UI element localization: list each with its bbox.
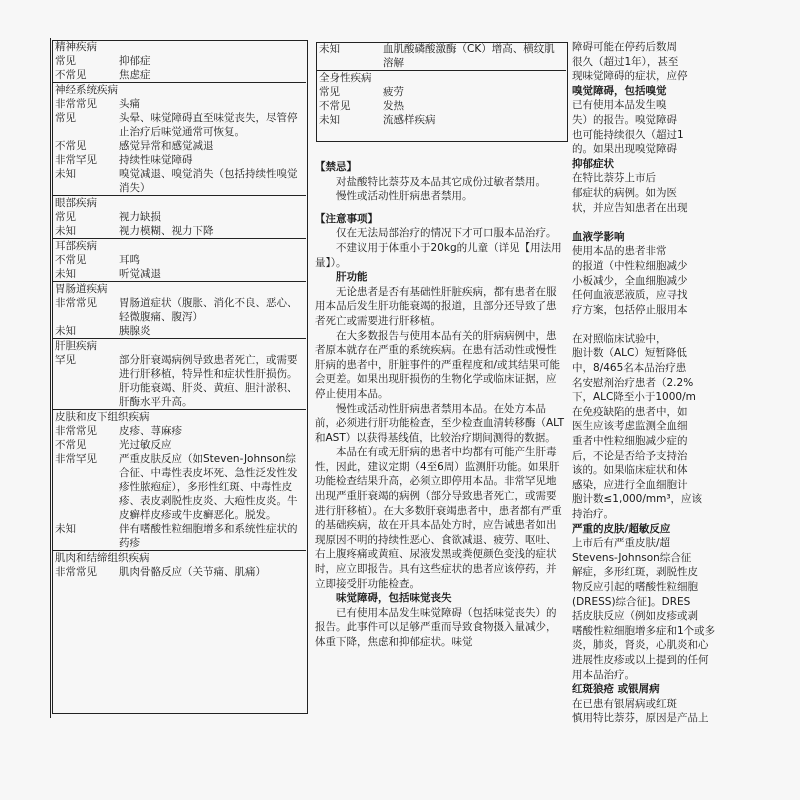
right-text-line: 抑郁症状 (572, 157, 614, 170)
liver-para-2: 在大多数报告与使用本品有关的肝病病例中，患者原本就存在严重的系统疾病。在患有活动性或慢性肝病的患者中，肝脏事件的严重程度和/或其结果可能会更差。如果出现肝损伤的生物化学或临床证据，应停止使用本品。 (315, 329, 561, 400)
right-text-line: 任何血液恶液质，应寻找 (572, 289, 688, 302)
right-text-line: 失）的报告。嗅觉障碍 (572, 113, 677, 126)
frequency-cell: 非常罕见 (55, 453, 97, 465)
right-text-line: 下，ALC降至小于1000/m (572, 391, 696, 404)
frequency-cell: 不常见 (55, 69, 87, 81)
frequency-cell: 常见 (55, 112, 76, 124)
section-title: 皮肤和皮下组织疾病 (52, 410, 306, 425)
right-text-line: 在特比萘芬上市后 (572, 172, 656, 185)
right-text-line: 在已患有银屑病或红斑 (572, 697, 677, 710)
frequency-cell: 非常常见 (55, 98, 97, 110)
right-text-line: 后，不论是否给予支持治 (572, 449, 688, 462)
frequency-cell: 不常见 (55, 140, 87, 152)
right-text-line: 的。如果出现嗅觉障碍 (572, 143, 677, 156)
frequency-cell: 常见 (319, 86, 340, 98)
reaction-cell: 焦虑症 (119, 69, 151, 81)
frequency-cell: 非常罕见 (55, 154, 97, 166)
taste-disorder-heading: 味觉障碍，包括味觉丧失 (336, 592, 452, 605)
right-text-line: 嗅觉障碍，包括嗅觉 (572, 84, 667, 97)
left-margin-line (50, 38, 51, 718)
reaction-cell: 耳鸣 (119, 254, 140, 266)
reaction-cell: 疲劳 (383, 86, 404, 98)
reaction-cell: 严重皮肤反应（如Steven-Johnson综合征、中毒性表皮坏死、急性泛发性发疹性脓疱症），多形性红斑、中毒性皮疹、表皮剥脱性皮炎、大疱性皮炎。牛皮癣样皮疹或牛皮癣恶化。脱发。 (119, 453, 298, 521)
right-text-line: 小板减少，全血细胞减少 (572, 274, 688, 287)
reaction-cell: 抑郁症 (119, 55, 151, 67)
right-text-line: 中，8/465名本品治疗患 (572, 362, 687, 375)
section-title: 肝胆疾病 (52, 339, 306, 354)
right-text-line: 胞计数≤1,000/mm³，应该 (572, 493, 703, 506)
right-text-line: (DRESS)综合征]。DRES (572, 595, 691, 608)
right-text-line: 炎，肺炎，肾炎，心肌炎和心 (572, 639, 709, 652)
reaction-cell: 光过敏反应 (119, 439, 172, 451)
right-text-line: 慎用特比萘芬，原因是产品上 (572, 712, 709, 725)
right-text-line: Stevens-Johnson综合征 (572, 551, 692, 564)
section-title: 肌肉和结缔组织疾病 (52, 551, 306, 566)
liver-function-heading: 肝功能 (336, 271, 368, 284)
right-text-line: 持治疗。 (572, 508, 614, 520)
section-title: 胃肠道疾病 (52, 282, 306, 297)
frequency-cell: 非常常见 (55, 566, 97, 578)
cautions-heading: 【注意事项】 (315, 212, 378, 225)
right-text-line: 重者中性粒细胞减少症的 (572, 435, 688, 448)
section-title: 全身性疾病 (316, 71, 566, 86)
right-text-line: 该的。如果临床症状和体 (572, 464, 688, 477)
right-text-line: 现味觉障碍的症状，应停 (572, 70, 688, 83)
right-text-line: 在免疫缺陷的患者中，如 (572, 405, 688, 418)
section-title: 耳部疾病 (52, 239, 306, 254)
right-text-line: 物反应引起的嗜酸性粒细胞 (572, 580, 698, 593)
reaction-cell: 血肌酸磷酸激酶（CK）增高、横纹肌溶解 (383, 43, 555, 69)
right-text-line: 很久（超过1年），甚至 (572, 55, 679, 68)
section-title: 神经系统疾病 (52, 83, 306, 98)
reaction-cell: 感觉异常和感觉减退 (119, 140, 214, 152)
contraindications-para-2: 慢性或活动性肝病患者禁用。 (336, 190, 473, 203)
contraindications-heading: 【禁忌】 (315, 161, 357, 173)
right-text-line: 解症，多形红斑，剥脱性皮 (572, 566, 698, 579)
taste-para-1: 已有使用本品发生味觉障碍（包括味觉丧失）的报告。此事件可以足够严重而导致食物摄入量减少，体重下降，焦虑和抑郁症状。味觉 (315, 606, 557, 648)
left-table-frame (52, 40, 308, 714)
section-title: 精神疾病 (55, 41, 97, 53)
cautions-para-1: 仅在无法局部治疗的情况下才可口服本品治疗。 (336, 227, 557, 240)
right-text-line (572, 317, 722, 332)
right-text-line: 名安慰剂治疗患者（2.2% (572, 376, 694, 389)
frequency-cell: 未知 (55, 168, 76, 180)
right-text-line: 用本品治疗。 (572, 668, 635, 681)
liver-para-1: 无论患者是否有基础性肝脏疾病，都有患者在服用本品后发生肝功能衰竭的报道，且部分还导致了患者死亡或需要进行肝移植。 (315, 285, 557, 327)
frequency-cell: 未知 (55, 325, 76, 337)
frequency-cell: 未知 (319, 43, 340, 55)
reaction-cell: 伴有嗜酸性粒细胞增多和系统性症状的药疹 (119, 523, 298, 549)
frequency-cell: 未知 (55, 268, 76, 280)
frequency-cell: 不常见 (55, 254, 87, 266)
frequency-cell: 不常见 (55, 439, 87, 451)
mid-table-frame (316, 42, 568, 142)
right-text-line: 进展性皮疹或以上提到的任何 (572, 653, 709, 666)
right-text-line: 已有使用本品发生嗅 (572, 99, 667, 112)
right-text-line: 胞计数（ALC）短暂降低 (572, 347, 687, 360)
frequency-cell: 非常常见 (55, 425, 97, 437)
right-text-line: 障碍可能在停药后数周 (572, 41, 677, 53)
frequency-cell: 常见 (55, 55, 76, 67)
liver-para-4: 本品在有或无肝病的患者中均都有可能产生肝毒性，因此，建议定期（4至6周）监测肝功能。如果肝功能检查结果升高，必须立即停用本品。非常罕见地出现严重肝衰竭的病例（部分导致患者死亡，或需要进行肝移植）。在大多数肝衰竭患者中，患者都有严重的基础疾病，故在开具本品处方时，应告诫患者如出现原因不明的持续性恶心、食欲减退、疲劳、呕吐、右上腹疼痛或黄疸、尿液发黑或粪便颜色变浅的症状时，应立即报告。具有这些症状的患者应该停药，并立即接受肝功能检查。 (315, 446, 562, 590)
reaction-cell: 胃肠道症状（腹胀、消化不良、恶心、轻微腹痛、腹泻） (119, 297, 298, 323)
frequency-cell: 罕见 (55, 354, 76, 366)
reaction-cell: 持续性味觉障碍 (119, 154, 193, 166)
cautions-para-2: 不建议用于体重小于20kg的儿童（详见【用法用量】）。 (315, 241, 562, 269)
right-text-line: 的报道（中性粒细胞减少 (572, 259, 688, 272)
right-text-line (572, 215, 722, 230)
frequency-cell: 非常常见 (55, 297, 97, 309)
reaction-cell: 嗅觉减退、嗅觉消失（包括持续性嗅觉消失） (119, 168, 298, 194)
right-text-line: 红斑狼疮 或银屑病 (572, 683, 660, 696)
reaction-cell: 肌肉骨骼反应（关节痛、肌痛） (119, 566, 266, 578)
contraindications-para-1: 对盐酸特比萘芬及本品其它成份过敏者禁用。 (336, 175, 546, 188)
reaction-cell: 头痛 (119, 98, 140, 110)
frequency-cell: 未知 (55, 225, 76, 237)
right-text-line: 在对照临床试验中， (572, 332, 667, 345)
frequency-cell: 未知 (55, 523, 76, 535)
right-text-line: 疗方案，包括停止服用本 (572, 303, 688, 316)
reaction-cell: 部分肝衰竭病例导致患者死亡，或需要进行肝移植，特异性和症状性肝损伤。肝功能衰竭、肝炎、黄疸、胆汁淤积、肝酶水平升高。 (119, 354, 298, 408)
reaction-cell: 听觉减退 (119, 268, 161, 280)
middle-column-text (315, 152, 565, 650)
frequency-cell: 不常见 (319, 100, 351, 112)
right-text-line: 严重的皮肤/超敏反应 (572, 522, 671, 535)
right-text-line: 感染，应进行全血细胞计 (572, 478, 688, 491)
right-text-line: 使用本品的患者非常 (572, 245, 667, 258)
reaction-cell: 视力模糊、视力下降 (119, 225, 214, 237)
frequency-cell: 未知 (319, 114, 340, 126)
reaction-cell: 皮疹、荨麻疹 (119, 425, 182, 437)
right-text-line: 状，并应告知患者在出现 (572, 201, 688, 214)
right-column-text (572, 40, 722, 795)
right-text-line: 嗜酸性粒细胞增多症和1个或多 (572, 624, 716, 637)
reaction-cell: 发热 (383, 100, 404, 112)
right-text-line: 上市后有严重皮肤/超 (572, 537, 671, 550)
section-title: 眼部疾病 (52, 196, 306, 211)
frequency-cell: 常见 (55, 211, 76, 223)
right-text-line: 郁症状的病例。如为医 (572, 186, 677, 199)
liver-para-3: 慢性或活动性肝病患者禁用本品。在处方本品前，必须进行肝功能检查，至少检查血清转移酶（ALT和AST）以获得基线值，比较治疗期间测得的数据。 (315, 402, 564, 444)
reaction-cell: 流感样疾病 (383, 114, 436, 126)
right-text-line: 血液学影响 (572, 230, 625, 243)
reaction-cell: 视力缺损 (119, 211, 161, 223)
right-text-line: 医生应该考虑监测全血细 (572, 420, 688, 433)
right-text-line: 括皮肤反应（例如皮疹或剥 (572, 610, 698, 623)
right-text-line: 也可能持续很久（超过1 (572, 128, 684, 141)
reaction-cell: 头晕、味觉障碍直至味觉丧失，尽管停止治疗后味觉通常可恢复。 (119, 112, 298, 138)
reaction-cell: 胰腺炎 (119, 325, 151, 337)
